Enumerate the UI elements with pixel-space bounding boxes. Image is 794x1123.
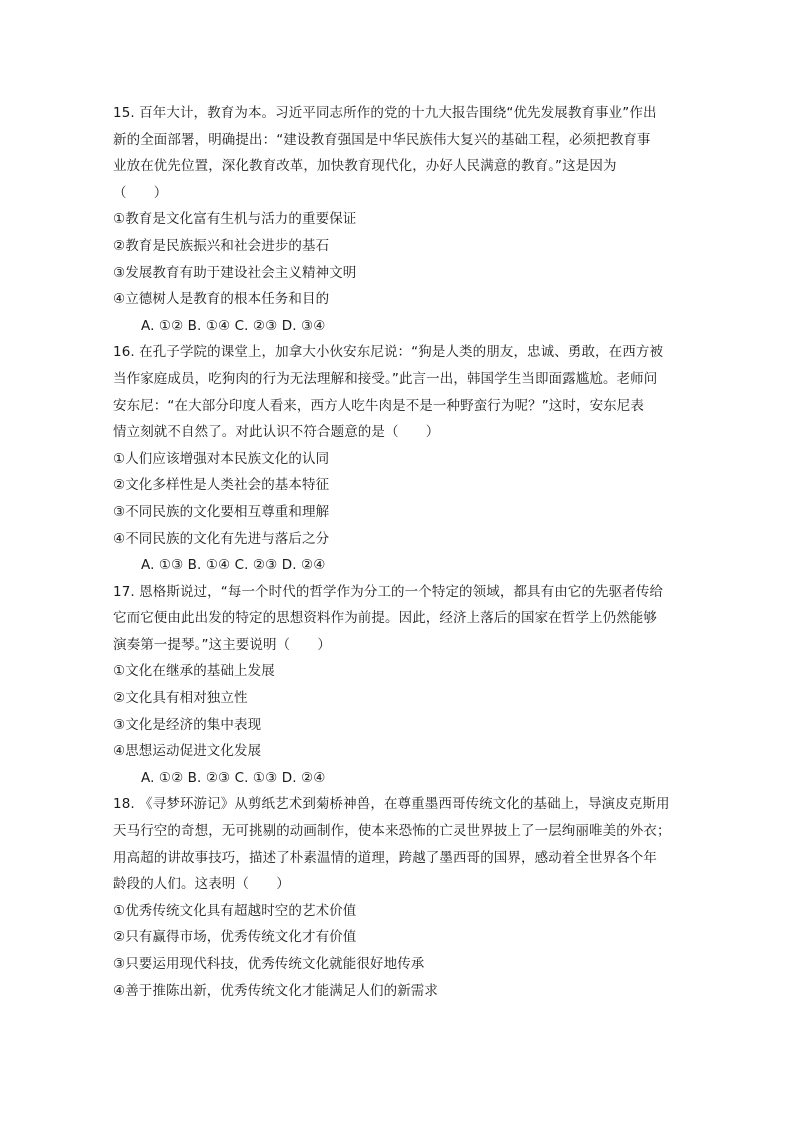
option-item: ④立德树人是教育的根本任务和目的 — [113, 291, 330, 308]
question-stem-line: 16. 在孔子学院的课堂上，加拿大小伙安东尼说：“狗是人类的朋友，忠诚、勇敢，在西方被 — [113, 344, 664, 361]
option-item: ④思想运动促进文化发展 — [113, 743, 262, 760]
question-stem-line: 17. 恩格斯说过，“每一个时代的哲学作为分工的一个特定的领域，都具有由它的先驱者传给 — [113, 583, 664, 600]
answer-choices: A. ①② B. ①④ C. ②③ D. ③④ — [141, 317, 326, 334]
option-item: ②文化多样性是人类社会的基本特征 — [113, 477, 330, 494]
option-item: ②只有赢得市场，优秀传统文化才有价值 — [113, 929, 357, 946]
option-item: ②文化具有相对独立性 — [113, 690, 248, 707]
option-item: ①人们应该增强对本民族文化的认同 — [113, 450, 330, 467]
question-stem-line: 龄段的人们。这表明（ ） — [113, 876, 290, 893]
option-item: ①教育是文化富有生机与活力的重要保证 — [113, 211, 357, 228]
option-item: ④不同民族的文化有先进与落后之分 — [113, 530, 330, 547]
option-item: ④善于推陈出新，优秀传统文化才能满足人们的新需求 — [113, 982, 439, 999]
option-item: ②教育是民族振兴和社会进步的基石 — [113, 237, 330, 254]
option-item: ①优秀传统文化具有超越时空的艺术价值 — [113, 902, 357, 919]
question-17 — [113, 579, 689, 792]
option-item: ①文化在继承的基础上发展 — [113, 663, 275, 680]
option-item: ③文化是经济的集中表现 — [113, 716, 262, 733]
question-list — [113, 100, 689, 1004]
option-item: ③不同民族的文化要相互尊重和理解 — [113, 503, 330, 520]
question-stem-line: 天马行空的奇想，无可挑剔的动画制作，使本来恐怖的亡灵世界披上了一层绚丽唯美的外衣； — [113, 823, 671, 840]
question-stem-line: 18. 《寻梦环游记》从剪纸艺术到菊桥神兽，在尊重墨西哥传统文化的基础上，导演皮克斯用 — [113, 796, 670, 813]
question-stem-line: 15. 百年大计，教育为本。习近平同志所作的党的十九大报告围绕“优先发展教育事业”作出 — [113, 105, 657, 121]
question-16 — [113, 339, 689, 578]
question-stem-line: 当作家庭成员，吃狗肉的行为无法理解和接受。”此言一出，韩国学生当即面露尴尬。老师问 — [113, 370, 658, 387]
answer-choices: A. ①② B. ②③ C. ①③ D. ②④ — [141, 769, 326, 786]
question-18 — [113, 791, 689, 1004]
option-item: ③发展教育有助于建设社会主义精神文明 — [113, 264, 357, 281]
question-stem-line: 业放在优先位置，深化教育改革，加快教育现代化，办好人民满意的教育。”这是因为 — [113, 158, 617, 175]
answer-choices: A. ①③ B. ①④ C. ②③ D. ②④ — [141, 557, 326, 574]
question-stem-line: 它而它便由此出发的特定的思想资料作为前提。因此，经济上落后的国家在哲学上仍然能够 — [113, 610, 657, 627]
question-stem-line: 新的全面部署，明确提出：“建设教育强国是中华民族伟大复兴的基础工程，必须把教育事 — [113, 131, 651, 148]
question-stem-line: （ ） — [113, 184, 168, 201]
question-stem-line: 演奏第一提琴。”这主要说明（ ） — [113, 636, 331, 653]
option-item: ③只要运用现代科技，优秀传统文化就能很好地传承 — [113, 956, 425, 972]
question-15 — [113, 100, 689, 339]
question-stem-line: 安东尼：“在大部分印度人看来，西方人吃牛肉是不是一种野蛮行为呢？”这时，安东尼表 — [113, 397, 644, 414]
question-stem-line: 情立刻就不自然了。对此认识不符合题意的是（ ） — [113, 424, 440, 441]
question-stem-line: 用高超的讲故事技巧，描述了朴素温情的道理，跨越了墨西哥的国界，感动着全世界各个年 — [113, 849, 657, 866]
